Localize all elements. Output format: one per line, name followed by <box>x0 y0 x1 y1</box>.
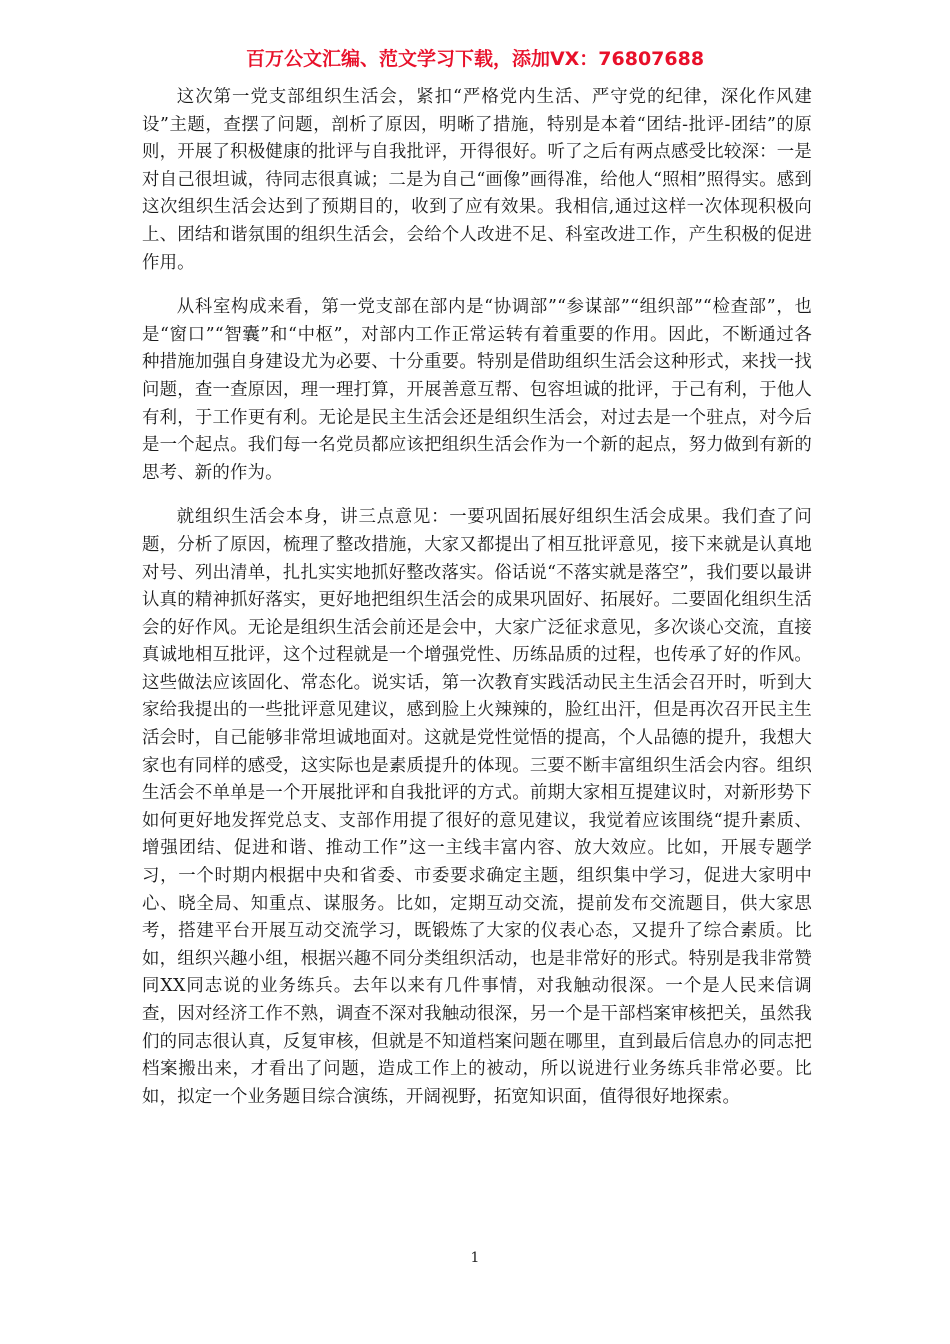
paragraph-1: 这次第一党支部组织生活会，紧扣“严格党内生活、严守党的纪律，深化作风建设”主题，查摆了问题，剖析了原因，明晰了措施，特别是本着“团结-批评-团结”的原则，开展了积极健康的批评与自我批评，开得很好。听了之后有两点感受比较深：一是对自己很坦诚，待同志很真诚；二是为自己“画像”画得准，给他人“照相”照得实。感到这次组织生活会达到了预期目的，收到了应有效果。我相信,通过这样一次体现积极向上、团结和谐氛围的组织生活会，会给个人改进不足、科室改进工作，产生积极的促进作用。 <box>142 87 812 273</box>
paragraph-3: 就组织生活会本身，讲三点意见：一要巩固拓展好组织生活会成果。我们查了问题，分析了原因，梳理了整改措施，大家又都提出了相互批评意见，接下来就是认真地对号、列出清单，扎扎实实地抓好整改落实。俗话说“不落实就是落空”，我们要以最讲认真的精神抓好落实，更好地把组织生活会的成果巩固好、拓展好。二要固化组织生活会的好作风。无论是组织生活会前还是会中，大家广泛征求意见，多次谈心交流，直接真诚地相互批评，这个过程就是一个增强党性、历练品质的过程，也传承了好的作风。这些做法应该固化、常态化。说实话，第一次教育实践活动民主生活会召开时，听到大家给我提出的一些批评意见建议，感到脸上火辣辣的，脸红出汗，但是再次召开民主生活会时，自己能够非常坦诚地面对。这就是党性觉悟的提高，个人品德的提升，我想大家也有同样的感受，这实际也是素质提升的体现。三要不断丰富组织生活会内容。组织生活会不单单是一个开展批评和自我批评的方式。前期大家相互提建议时，对新形势下如何更好地发挥党总支、支部作用提了很好的意见建议，我觉着应该围绕“提升素质、增强团结、促进和谐、推动工作”这一主线丰富内容、放大效应。比如，开展专题学习，一个时期内根据中央和省委、市委要求确定主题，组织集中学习，促进大家明中心、晓全局、知重点、谋服务。比如，定期互动交流，提前发布交流题目，供大家思考，搭建平台开展互动交流学习，既锻炼了大家的仪表心态，又提升了综合素质。比如，组织兴趣小组，根据兴趣不同分类组织活动，也是非常好的形式。特别是我非常赞同XX同志说的业务练兵。去年以来有几件事情，对我触动很深。一个是人民来信调查，因对经济工作不熟，调查不深对我触动很深，另一个是干部档案审核把关，虽然我们的同志很认真，反复审核，但就是不知道档案问题在哪里，直到最后信息办的同志把档案搬出来，才看出了问题，造成工作上的被动，所以说进行业务练兵非常必要。比如，拟定一个业务题目综合演练，开阔视野，拓宽知识面，值得很好地探索。 <box>142 507 812 1107</box>
document-body <box>142 84 812 1128</box>
page-header-banner: 百万公文汇编、范文学习下载，添加VX：76807688 <box>245 48 705 70</box>
page-number: 1 <box>470 1250 480 1266</box>
paragraph-2: 从科室构成来看，第一党支部在部内是“协调部”“参谋部”“组织部”“检查部”，也是“窗口”“智囊”和“中枢”，对部内工作正常运转有着重要的作用。因此，不断通过各种措施加强自身建设尤为必要、十分重要。特别是借助组织生活会这种形式，来找一找问题，查一查原因，理一理打算，开展善意互帮、包容坦诚的批评，于己有利，于他人有利，于工作更有利。无论是民主生活会还是组织生活会，对过去是一个驻点，对今后是一个起点。我们每一名党员都应该把组织生活会作为一个新的起点，努力做到有新的思考、新的作为。 <box>142 297 812 483</box>
